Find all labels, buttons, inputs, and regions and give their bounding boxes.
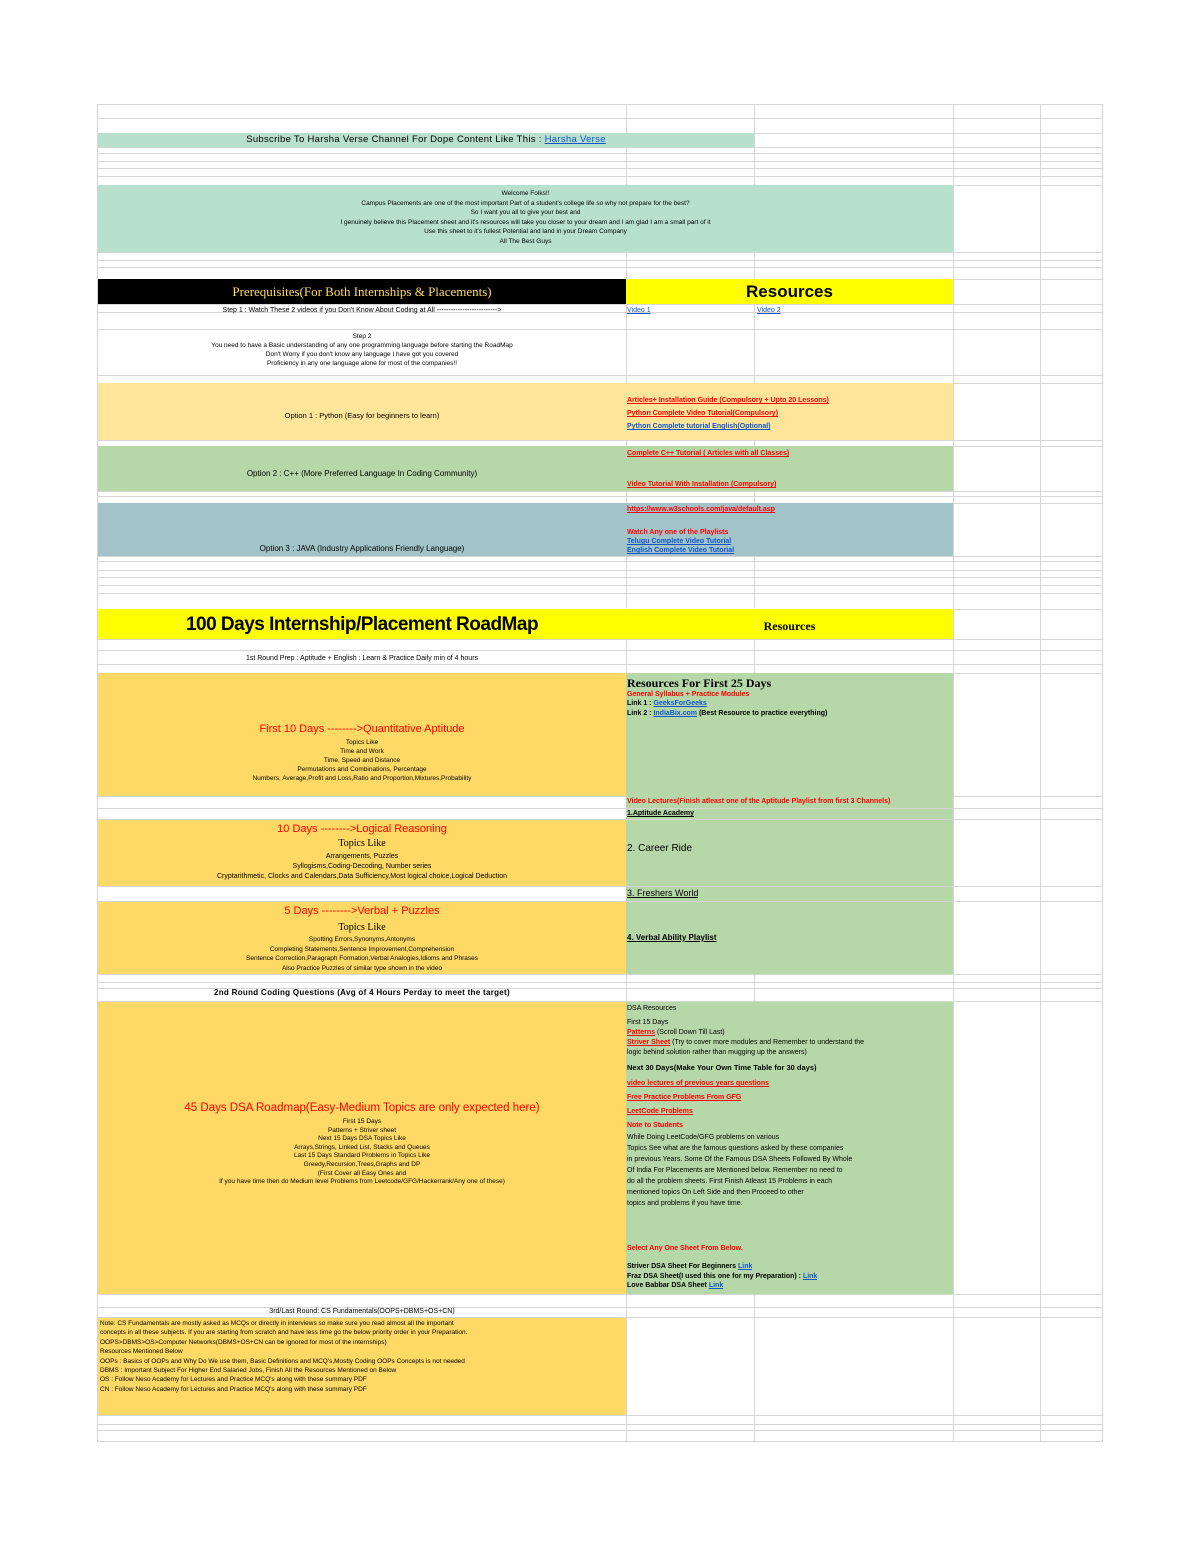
java-telugu-link[interactable]: Telugu Complete Video Tutorial xyxy=(627,538,732,545)
sheet1-row xyxy=(627,1262,752,1271)
note-line: Topics See what are the famous questions asked by these companies xyxy=(627,1145,844,1152)
love-babbar-sheet-link[interactable]: Link xyxy=(708,1282,724,1289)
note-to-students xyxy=(627,1132,852,1209)
link1-row xyxy=(627,699,707,708)
sheet3-row xyxy=(627,1281,723,1290)
reasoning-topics-label: Topics Like xyxy=(338,838,386,849)
welcome-line: Use this sheet to it's fullest Potential and land in your Dream Company xyxy=(424,228,627,235)
welcome-line: So I want you all to give your best and xyxy=(470,209,581,216)
patterns-link[interactable]: Patterns xyxy=(627,1029,656,1036)
dsa-heading: 45 Days DSA Roadmap(Easy-Medium Topics are only expected here) xyxy=(184,1102,540,1114)
aptitude-topic-line: Numbers, Average,Profit and Loss,Ratio and Proportion,Mixtures,Probability xyxy=(252,775,472,782)
step1-text: Step 1 : Watch These 2 videos if you Don't Know About Coding at All --------------------------> xyxy=(222,307,502,314)
reasoning-topics xyxy=(98,852,626,882)
verbal-ability-playlist-link[interactable]: 4. Verbal Ability Playlist xyxy=(627,933,717,942)
dsa-plan-line: Last 15 Days Standard Problems in Topics Like xyxy=(293,1152,431,1160)
geeksforgeeks-link[interactable]: GeeksForGeeks xyxy=(653,700,707,707)
aptitude-topic-line: Time and Work xyxy=(340,748,384,755)
striver-dsa-sheet-link[interactable]: Link xyxy=(738,1263,753,1270)
aptitude-topic-line: Topics Like xyxy=(345,739,379,746)
java-w3schools-link[interactable]: https://www.w3schools.com/java/default.asp xyxy=(627,506,775,513)
indiabix-link[interactable]: IndiaBix.com xyxy=(653,710,698,717)
java-playlist-note: Watch Any one of the Playlists xyxy=(627,529,729,536)
cs-line: CN : Follow Neso Academy for Lectures and Practice MCQ's along with these summary PDF xyxy=(100,1385,367,1393)
cs-line: DBMS : Important Subject For Higher End Salaried Jobs, Finish All the Resources Mentioned on Below xyxy=(100,1367,397,1375)
dsa-plan-line: (First Cover all Easy Ones and xyxy=(317,1169,407,1177)
aptitude-topic-line: Time, Speed and Distance xyxy=(323,757,401,764)
dsa-plan-line: Patterns + Striver sheet xyxy=(327,1126,397,1134)
option3-label: Option 3 : JAVA (Industry Applications Friendly Language) xyxy=(259,544,465,553)
option2-label: Option 2 : C++ (More Preferred Language In Coding Community) xyxy=(246,469,478,478)
verbal-topic-line: Also Practice Puzzles of similar type shown in the video xyxy=(281,964,443,972)
harsha-verse-link[interactable]: Harsha Verse xyxy=(544,135,606,145)
fraz-dsa-sheet-link[interactable]: Link xyxy=(802,1273,818,1280)
note-line: do all the problem sheets. First Finish Atleast 15 Problems in each xyxy=(627,1178,833,1185)
dsa-plan-line: If you have time then do Medium level Problems from Leetcode/GFG/Hackerrank/Any one of these) xyxy=(219,1178,505,1186)
step2-text xyxy=(98,332,626,368)
welcome-line: Welcome Folks!! xyxy=(501,190,550,197)
dsa-plan xyxy=(98,1118,626,1187)
first15-label: First 15 Days xyxy=(627,1019,669,1026)
verbal-topic-line: Completing Statements,Sentence Improvement,Comprehension xyxy=(269,945,455,953)
fraz-dsa-sheet-label: Fraz DSA Sheet(I used this one for my Preparation) : xyxy=(627,1273,803,1280)
dsa-plan-line: First 15 Days xyxy=(342,1118,382,1125)
reasoning-heading: 10 Days -------->Logical Reasoning xyxy=(277,823,447,835)
grid-column-line xyxy=(1102,104,1103,1442)
verbal-heading: 5 Days -------->Verbal + Puzzles xyxy=(284,905,440,917)
welcome-message xyxy=(98,189,953,246)
subscribe-label: Subscribe To Harsha Verse Channel For Dope Content Like This : xyxy=(246,135,545,145)
striver-row xyxy=(627,1038,864,1047)
reasoning-topic-line: Arrangements, Puzzles xyxy=(325,853,399,860)
option1-label: Option 1 : Python (Easy for beginners to learn) xyxy=(284,411,440,420)
roadmap-resources-header xyxy=(626,609,953,639)
note-line: While Doing LeetCode/GFG problems on various xyxy=(627,1134,780,1141)
freshers-world-link[interactable]: 3. Freshers World xyxy=(627,888,699,898)
note-line: Of India For Placements are Mentioned below. Remember no need to xyxy=(627,1167,843,1174)
sheet2-row xyxy=(627,1272,817,1281)
cs-line: OS : Follow Neso Academy for Lectures and Practice MCQ's along with these summary PDF xyxy=(100,1376,367,1384)
select-sheet-label: Select Any One Sheet From Below. xyxy=(627,1245,743,1252)
link1-prefix: Link 1 : xyxy=(627,700,654,707)
first25-resources-title: Resources For First 25 Days xyxy=(627,676,772,690)
grid-column-line xyxy=(1040,104,1041,1442)
roadmap-resources-title: Resources xyxy=(763,620,816,633)
roadmap-title: 100 Days Internship/Placement RoadMap xyxy=(185,615,539,635)
grid-column-line xyxy=(953,104,954,1442)
next30-label: Next 30 Days(Make Your Own Time Table for 30 days) xyxy=(627,1063,817,1072)
verbal-topic-line: Sentence Correction,Paragraph Formation,Verbal Analogies,Idioms and Phrases xyxy=(246,955,478,962)
link2-row xyxy=(627,709,827,718)
dsa-plan-line: Next 15 Days DSA Topics Like xyxy=(318,1135,406,1143)
note-line: topics and problems if you have time. xyxy=(627,1200,743,1207)
python-articles-link[interactable]: Articles+ Installation Guide (Compulsory + Upto 20 Lessons) xyxy=(627,397,829,404)
video2-link[interactable]: Video 2 xyxy=(757,307,781,314)
dsa-plan-line: Arrays,Strings, Linked List, Stacks and Queues xyxy=(294,1143,430,1151)
round2-text: 2nd Round Coding Questions (Avg of 4 Hours Perday to meet the target) xyxy=(214,988,510,997)
prerequisites-title: Prerequisites(For Both Internships & Placements) xyxy=(232,285,492,299)
gfg-practice-link[interactable]: Free Practice Problems From GFG xyxy=(627,1094,742,1101)
note-line: in previous Years. Some Of the Famous DSA Sheets Followed By Whole xyxy=(627,1156,853,1163)
python-english-link[interactable]: Python Complete tutorial English(Optional) xyxy=(627,423,771,430)
step2-line: Proficiency in any one language alone for most of the companies!! xyxy=(266,360,458,367)
cs-line: Note: CS Fundamentals are mostly asked as MCQs or directly in interviews so make sure you read almost all the important xyxy=(100,1320,454,1327)
welcome-line: All The Best Guys xyxy=(499,237,552,245)
aptitude-topics xyxy=(98,738,626,783)
cs-line: OOPs : Basics of OOPs and Why Do We use them, Basic Definitions and MCQ's,Mostly Coding OOPs Concepts is not needed xyxy=(100,1357,465,1365)
patterns-row xyxy=(627,1028,725,1037)
general-syllabus-label: General Syllabus + Practice Modules xyxy=(627,691,750,698)
cs-line: Resources Mentioned Below xyxy=(100,1348,183,1356)
java-english-link[interactable]: English Complete Video Tutorial xyxy=(627,547,735,554)
python-video-link[interactable]: Python Complete Video Tutorial(Compulsory) xyxy=(627,410,779,417)
aptitude-topic-line: Permutations and Combinations, Percentage xyxy=(297,766,427,773)
reasoning-topic-line: Syllogisms,Coding-Decoding, Number series xyxy=(292,863,432,870)
welcome-block xyxy=(98,185,953,252)
love-babbar-sheet-label: Love Babbar DSA Sheet xyxy=(627,1282,709,1289)
link2-prefix: Link 2 : xyxy=(627,710,654,717)
prerequisites-header xyxy=(98,279,626,304)
aptitude-heading: First 10 Days -------->Quantitative Aptitude xyxy=(259,723,465,735)
video-lectures-label: Video Lectures(Finish atleast one of the Aptitude Playlist from first 3 Channels) xyxy=(627,798,891,805)
step2-line: You need to have a Basic understanding of any one programming language before starting the RoadMap xyxy=(211,342,513,349)
striver-note: (Try to cover more modules and Remember to understand the xyxy=(670,1039,865,1046)
indiabix-note: (Best Resource to practice everything) xyxy=(697,710,828,717)
previous-questions-link[interactable]: video lectures of previous years questions xyxy=(627,1080,769,1087)
cs-line: concepts in all these subjects. If you are starting from scratch and have less time go the below priority order in your Preparation. xyxy=(100,1329,468,1337)
note-to-students-title: Note to Students xyxy=(627,1122,683,1129)
spreadsheet xyxy=(97,104,1103,1442)
striver-note-cont: logic behind solution rather than mugging up the answers) xyxy=(627,1049,807,1056)
cpp-tutorial-link[interactable]: Complete C++ Tutorial ( Articles with all Classes) xyxy=(627,450,790,457)
prereq-resources-title: Resources xyxy=(746,283,833,301)
cs-notes xyxy=(100,1319,625,1394)
cpp-video-link[interactable]: Video Tutorial With Installation (Compulsory) xyxy=(627,481,777,488)
dsa-resources-title: DSA Resources xyxy=(627,1005,677,1012)
striver-dsa-sheet-label: Striver DSA Sheet For Beginners xyxy=(627,1263,738,1270)
aptitude-academy-link[interactable]: 1.Aptitude Academy xyxy=(627,810,695,817)
round1-text: 1st Round Prep : Aptitude + English : Learn & Practice Daily min of 4 hours xyxy=(245,655,479,662)
subscribe-banner xyxy=(98,133,754,147)
patterns-note: (Scroll Down Till Last) xyxy=(655,1029,725,1036)
career-ride-link[interactable]: 2. Career Ride xyxy=(627,843,693,854)
verbal-topic-line: Spotting Errors,Synonyms,Antonyms xyxy=(308,936,416,943)
dsa-plan-line: Greedy,Recursion,Trees,Graphs and DP xyxy=(303,1160,421,1168)
note-line: mentioned topics On Left Side and then Proceed to other xyxy=(627,1189,804,1196)
welcome-line: I genuinely believe this Placement sheet and it's resources will take you closer to your dream and I am glad I am a small part of it xyxy=(340,218,711,226)
cs-line: OOPS>DBMS>OS>Computer Networks(DBMS+OS+CN can be ignored for most of the internships) xyxy=(100,1338,387,1346)
subscribe-text xyxy=(98,135,754,145)
step2-line: Step 2 xyxy=(352,333,372,340)
round3-text: 3rd/Last Round: CS Fundamentals(OOPS+DBMS+OS+CN) xyxy=(269,1308,455,1315)
prereq-resources-header xyxy=(626,279,953,304)
roadmap-header xyxy=(98,609,626,639)
verbal-topics xyxy=(98,935,626,973)
striver-sheet-link[interactable]: Striver Sheet xyxy=(627,1039,671,1046)
step2-line: Don't Worry if you don't know any language I have got you covered xyxy=(265,351,459,358)
verbal-topics-label: Topics Like xyxy=(338,922,386,933)
leetcode-link[interactable]: LeetCode Problems xyxy=(627,1108,693,1115)
video1-link[interactable]: Video 1 xyxy=(627,307,651,314)
reasoning-topic-line: Cryptarithmetic, Clocks and Calendars,Data Sufficiency,Most logical choice,Logical Deduction xyxy=(217,873,507,880)
welcome-line: Campus Placements are one of the most important Part of a student's college life so why not prepare for the best? xyxy=(361,199,690,207)
